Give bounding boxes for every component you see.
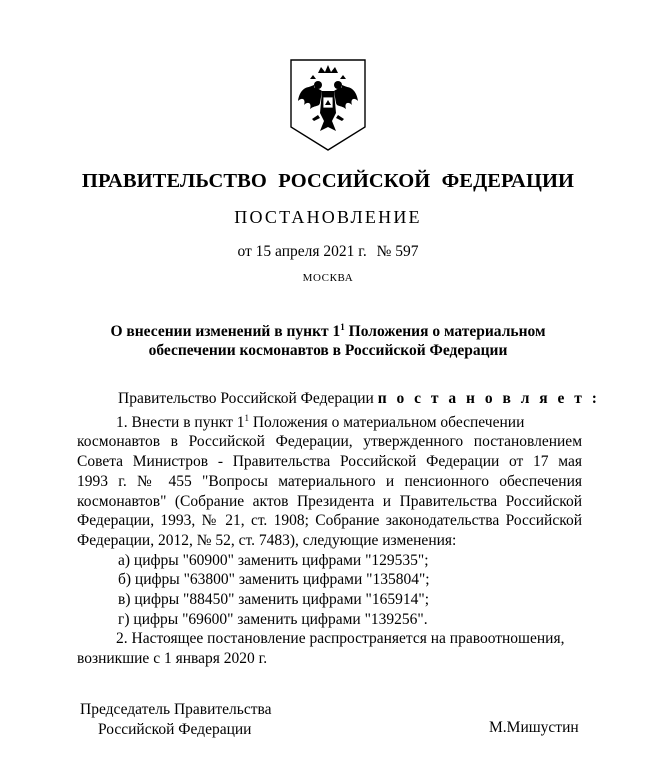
paragraph-2-number: 2. bbox=[116, 630, 128, 648]
document-date: от 15 апреля 2021 г. bbox=[237, 243, 367, 260]
government-word-3: ФЕДЕРАЦИИ bbox=[441, 170, 575, 192]
government-name bbox=[0, 170, 656, 193]
resolves-word: п о с т а н о в л я е т : bbox=[377, 390, 600, 407]
signatory-position bbox=[80, 700, 272, 739]
number-sign: № bbox=[376, 243, 392, 260]
title-line-1: О внесении изменений в пункт $1^1$ Положения о материальном bbox=[110, 322, 546, 340]
russian-coat-of-arms-icon bbox=[288, 57, 368, 153]
document-number: 597 bbox=[395, 243, 419, 260]
paragraph-1-line-6: Федерации, 1993, № 21, ст. 1908; Собрание законодательства Российской bbox=[77, 512, 582, 530]
document-title bbox=[0, 318, 656, 360]
list-item-b: б) цифры "63800" заменить цифрами "135804"; bbox=[118, 571, 430, 589]
paragraph-2-line-2: возникшие с 1 января 2020 г. bbox=[77, 650, 268, 668]
list-item-d: г) цифры "69600" заменить цифрами "139256". bbox=[118, 610, 428, 628]
government-word-1: ПРАВИТЕЛЬСТВО bbox=[81, 170, 267, 192]
paragraph-1-line-3: Совета Министров - Правительства Российской Федерации от 17 мая bbox=[77, 453, 582, 471]
intro-line: Правительство Российской Федерации п о с т а н о в л я е т : bbox=[118, 390, 600, 407]
list-item-a: а) цифры "60900" заменить цифрами "129535"; bbox=[118, 551, 429, 569]
document-type: ПОСТАНОВЛЕНИЕ bbox=[234, 207, 422, 227]
signatory-name: М.Мишустин bbox=[489, 719, 579, 736]
paragraph-1-line-2: космонавтов в Российской Федерации, утвержденного постановлением bbox=[77, 433, 582, 451]
paragraph-1-line-7: Федерации, 2012, № 52, ст. 7483), следующие изменения: bbox=[77, 531, 457, 549]
document-city: МОСКВА bbox=[302, 272, 354, 284]
paragraph-1-line-1: 1. Внести в пункт $1^1$ Положения о материальном обеспечении bbox=[116, 412, 525, 431]
paragraph-2-line-1: 2. Настоящее постановление распространяется на правоотношения, bbox=[116, 630, 565, 648]
title-line-2: обеспечении космонавтов в Российской Федерации bbox=[148, 342, 508, 359]
paragraph-1-line-5: космонавтов" (Собрание актов Президента и Правительства Российской bbox=[77, 492, 582, 510]
paragraph-1-number: 1. bbox=[116, 413, 128, 431]
document-body bbox=[77, 389, 600, 669]
document-date-line bbox=[0, 243, 656, 261]
position-line-1: Председатель Правительства bbox=[80, 701, 272, 718]
government-word-2: РОССИЙСКОЙ bbox=[278, 170, 431, 192]
position-line-2: Российской Федерации bbox=[98, 720, 252, 738]
paragraph-1-line-4: 1993 г. № 455 "Вопросы материального и пенсионного обеспечения bbox=[77, 472, 582, 490]
list-item-c: в) цифры "88450" заменить цифрами "165914"; bbox=[118, 591, 430, 609]
